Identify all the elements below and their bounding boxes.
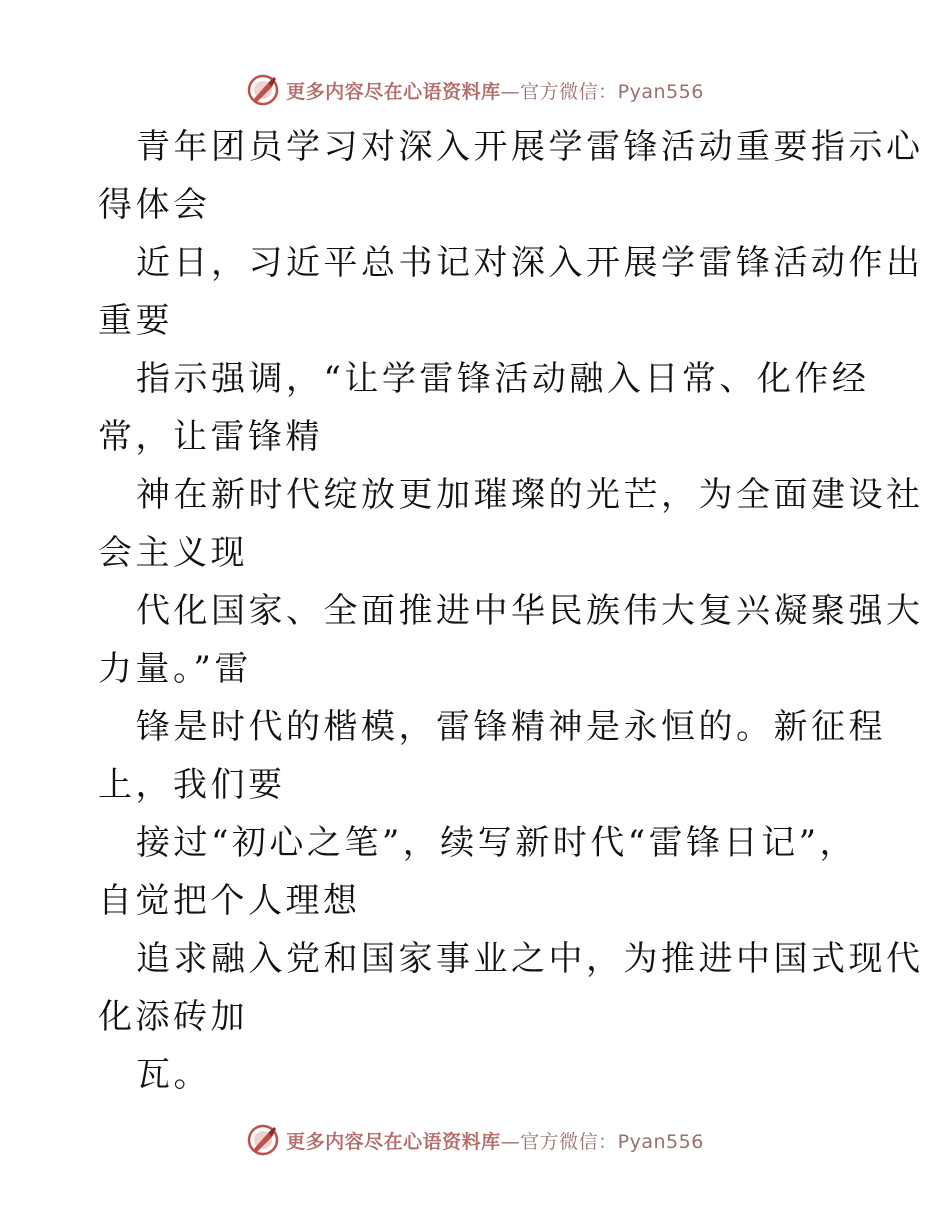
- paragraph-line: 神在新时代绽放更加璀璨的光芒，为全面建设社: [136, 475, 924, 515]
- paragraph-line: 指示强调，“让学雷锋活动融入日常、化作经: [136, 359, 870, 399]
- paragraph-line: 追求融入党和国家事业之中，为推进中国式现代: [136, 939, 924, 979]
- paragraph-line: 瓦。: [136, 1055, 211, 1095]
- document-body: [98, 118, 924, 1104]
- title-line-1: 青年团员学习对深入开展学雷锋活动重要指示心: [136, 127, 924, 167]
- paragraph-line: 化添砖加: [98, 997, 248, 1037]
- paragraph-line: 会主义现: [98, 533, 248, 573]
- footer-watermark-text: 更多内容尽在心语资料库—官方微信：Pyan556: [286, 1130, 704, 1153]
- pen-nib-logo-icon: [246, 1123, 280, 1157]
- pen-nib-logo-icon: [246, 73, 280, 107]
- paragraph-line: 重要: [98, 301, 173, 341]
- paragraph-line: 力量。”雷: [98, 649, 252, 689]
- paragraph-line: 接过“初心之笔”，续写新时代“雷锋日记”，: [136, 823, 858, 863]
- paragraph-line: 锋是时代的楷模，雷锋精神是永恒的。新征程: [136, 707, 886, 747]
- paragraph-line: 常，让雷锋精: [98, 417, 323, 457]
- header-watermark: [0, 70, 950, 110]
- paragraph-line: 上，我们要: [98, 765, 286, 805]
- footer-watermark: [0, 1120, 950, 1160]
- paragraph-line: 自觉把个人理想: [98, 881, 361, 921]
- paragraph-line: 近日，习近平总书记对深入开展学雷锋活动作出: [136, 243, 924, 283]
- paragraph-line: 代化国家、全面推进中华民族伟大复兴凝聚强大: [136, 591, 924, 631]
- header-watermark-text: 更多内容尽在心语资料库—官方微信：Pyan556: [286, 80, 704, 103]
- title-line-2: 得体会: [98, 185, 211, 225]
